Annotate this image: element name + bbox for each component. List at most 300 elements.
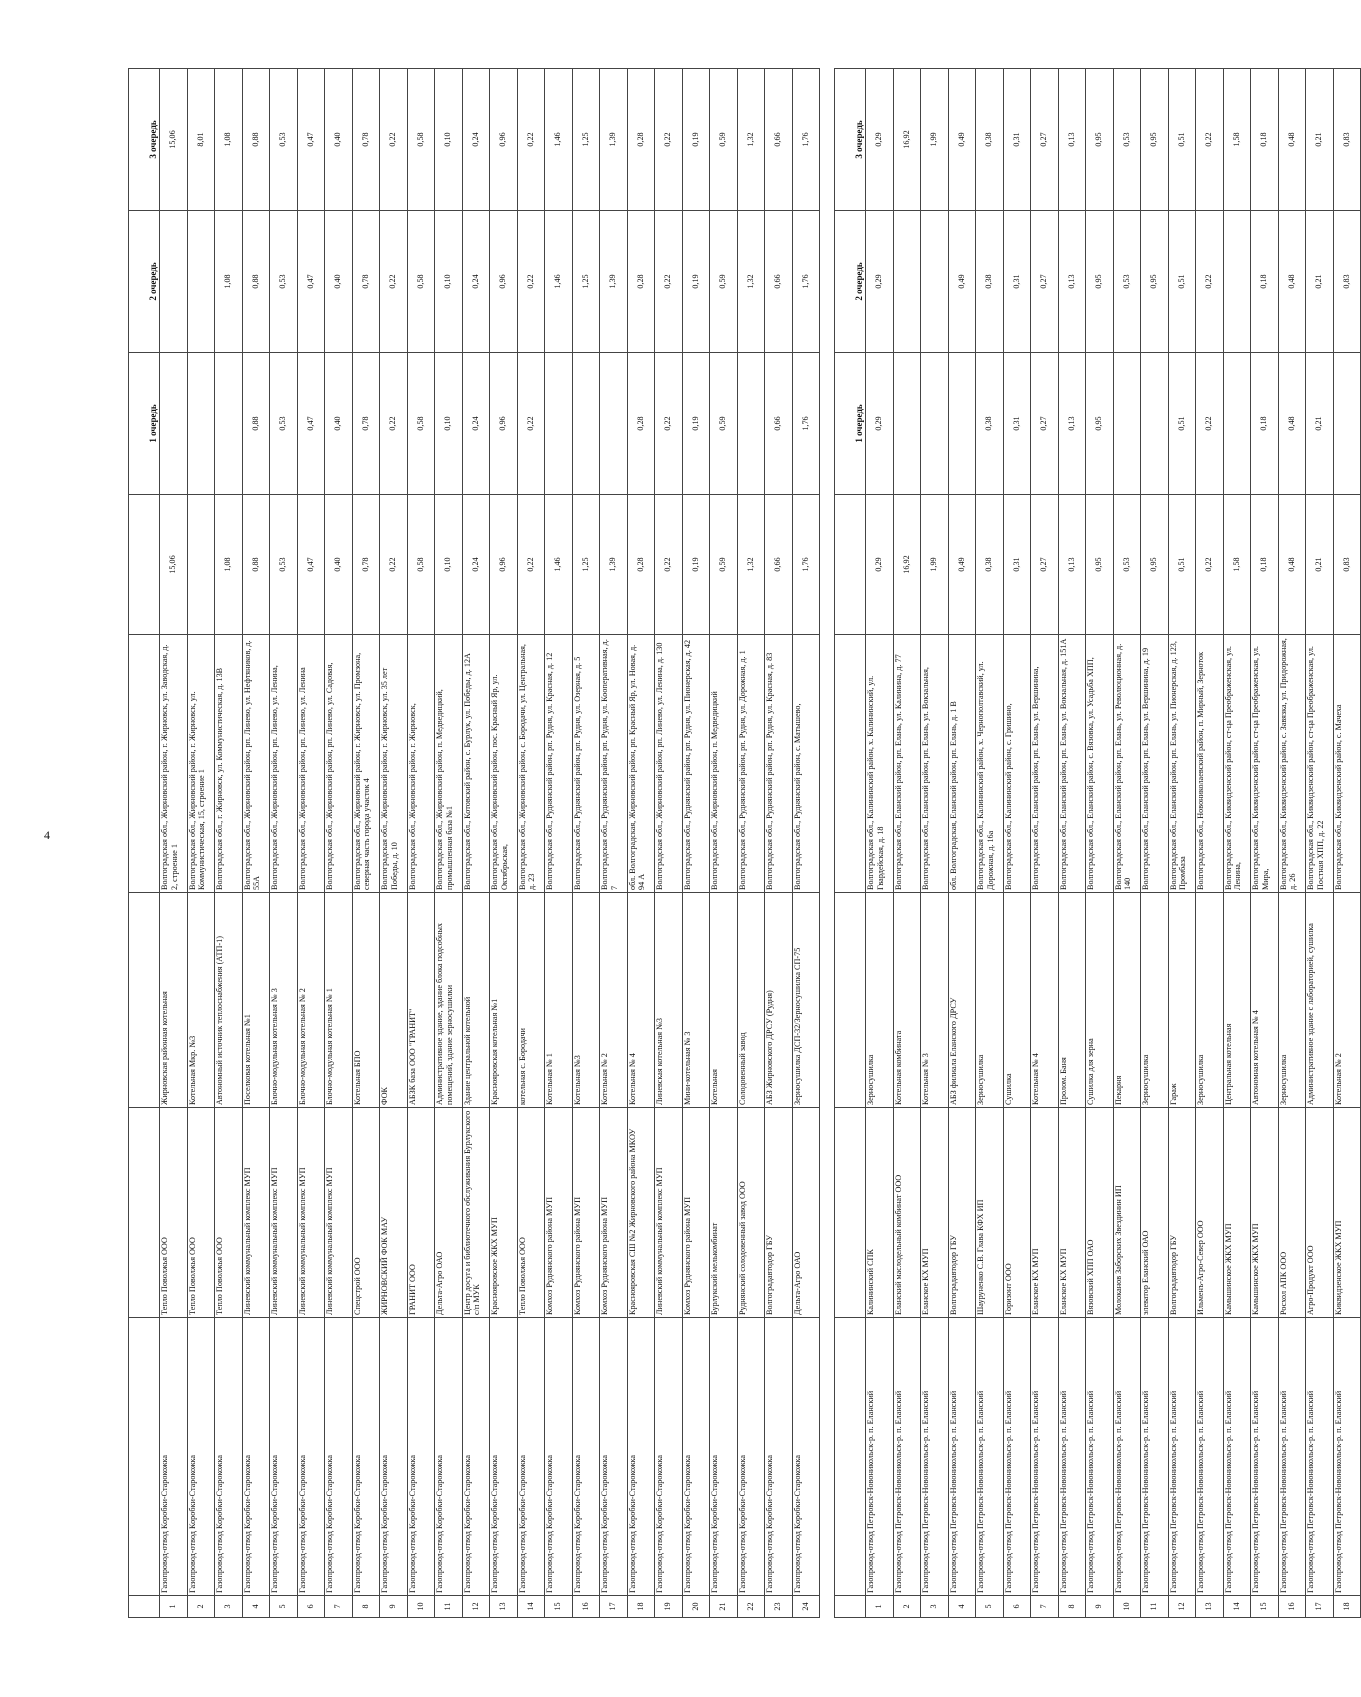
table-row (1113, 69, 1141, 1618)
organization-name: Камышинское ЖКХ МУП (1251, 1108, 1279, 1318)
table-row (215, 69, 243, 1618)
organization-name: Еланское КХ МУП (921, 1108, 949, 1318)
object-address: Волгоградская обл., Киквидзенский район, ст-ца Преображенская, ул. Мира, (1251, 635, 1279, 893)
queue1-volume (215, 353, 243, 495)
total-volume: 0,22 (655, 495, 683, 635)
total-volume: 1,25 (572, 495, 600, 635)
gap-cell (820, 893, 835, 1108)
object-address: Волгоградская обл., Киквидзенский район, с. Завязка, ул. Придорожная, д. 26 (1278, 635, 1306, 893)
table-row (490, 69, 518, 1618)
queue1-volume: 0,51 (1168, 353, 1196, 495)
pipeline-route: Газопровод-отвод Петровск-Новоникольск-р. п. Еланский (1251, 1318, 1279, 1596)
queue3-volume: 0,24 (462, 69, 490, 211)
object-address: Волгоградская обл., Калининский район, х. Чернополтавский, ул. Дорожная, д. 16а (976, 635, 1004, 893)
queue1-volume: 0,19 (682, 353, 710, 495)
queue3-volume: 0,40 (325, 69, 353, 211)
organization-name: Комхоз Руднянского района МУП (600, 1108, 628, 1318)
header-blank-cell (835, 1318, 866, 1596)
pipeline-route: Газопровод-отвод Коробки-Старокожка (325, 1318, 353, 1596)
pipeline-route: Газопровод-отвод Коробки-Старокожка (627, 1318, 655, 1596)
gap-cell (820, 353, 835, 495)
queue3-volume: 1,76 (792, 69, 820, 211)
queue2-volume: 0,38 (976, 211, 1004, 353)
object-name: Поселковая котельная №1 (242, 893, 270, 1108)
queue3-volume: 0,28 (627, 69, 655, 211)
organization-name: Волгоградавтодор ГБУ (1168, 1108, 1196, 1318)
table-row (325, 69, 353, 1618)
object-name: Пролом. Баня (1058, 893, 1086, 1108)
header-blank-cell (129, 1596, 160, 1618)
pipeline-route: Газопровод-отвод Коробки-Старокожка (352, 1318, 380, 1596)
total-volume: 1,58 (1223, 495, 1251, 635)
gap-cell (820, 495, 835, 635)
queue3-volume: 0,29 (866, 69, 894, 211)
total-volume: 0,49 (948, 495, 976, 635)
organization-name: Бурлукский мелькомбинат (710, 1108, 738, 1318)
row-number: 15 (545, 1596, 573, 1618)
organization-name: Волгоградавтодор ГБУ (948, 1108, 976, 1318)
queue2-volume: 0,40 (325, 211, 353, 353)
queue-header: 3 очередь (835, 69, 866, 211)
queue3-volume: 0,27 (1031, 69, 1059, 211)
pipeline-route: Газопровод-отвод Коробки-Старокожка (545, 1318, 573, 1596)
row-number: 13 (490, 1596, 518, 1618)
pipeline-route: Газопровод-отвод Коробки-Старокожка (462, 1318, 490, 1596)
total-volume: 0,13 (1058, 495, 1086, 635)
object-name: Котельная № 4 (627, 893, 655, 1108)
queue1-volume (600, 353, 628, 495)
queue2-volume: 0,95 (1086, 211, 1114, 353)
queue3-volume: 0,38 (976, 69, 1004, 211)
queue1-volume: 0,78 (352, 353, 380, 495)
queue2-volume: 0,21 (1306, 211, 1334, 353)
queue1-volume: 0,27 (1031, 353, 1059, 495)
object-address: Волгоградская обл., Руднянский район, с. Матышево, (792, 635, 820, 893)
table-row (682, 69, 710, 1618)
pipeline-route: Газопровод-отвод Петровск-Новоникольск-р. п. Еланский (948, 1318, 976, 1596)
total-volume (187, 495, 215, 635)
organization-name: Дельта-Агро ОАО (792, 1108, 820, 1318)
gap-cell (820, 1108, 835, 1318)
organization-name: Тепло Поволжья ООО (160, 1108, 188, 1318)
table-row (893, 69, 921, 1618)
queue3-volume: 0,51 (1168, 69, 1196, 211)
total-volume: 0,22 (1196, 495, 1224, 635)
organization-name: Ильменъ-Агро-Север ООО (1196, 1108, 1224, 1318)
queue-header: 1 очередь (129, 353, 160, 495)
object-address: Волгоградская обл., Жирновский район, пос. Красный Яр, ул. Октябрьская, (490, 635, 518, 893)
header-blank-cell (129, 635, 160, 893)
queue2-volume: 0,22 (380, 211, 408, 353)
table-row (737, 69, 765, 1618)
row-number: 16 (1278, 1596, 1306, 1618)
pipeline-route: Газопровод-отвод Петровск-Новоникольск-р. п. Еланский (1306, 1318, 1334, 1596)
object-address: Волгоградская обл., Руднянский район, рп. Рудня, ул. Кооперативная, д. 7 (600, 635, 628, 893)
table-row (380, 69, 408, 1618)
object-name: Котельная № 2 (600, 893, 628, 1108)
object-address: Волгоградская обл., Новониколаевский район, п. Мирный, Зерноток (1196, 635, 1224, 893)
header-blank-cell (835, 495, 866, 635)
object-address: Волгоградская обл., Жирновский район, п. Медведицкий, промышленная база №1 (435, 635, 463, 893)
object-name: Котельная № 1 (545, 893, 573, 1108)
object-name: Автономная котельная № 4 (1251, 893, 1279, 1108)
header-blank-cell (129, 495, 160, 635)
queue2-volume: 0,96 (490, 211, 518, 353)
object-address: Волгоградская обл., Еланский район, рп. Елань, ул. Калинина, д. 77 (893, 635, 921, 893)
organization-name: Молоканов Заборских Звездинин ИП (1113, 1108, 1141, 1318)
queue1-volume (187, 353, 215, 495)
table-row (1003, 69, 1031, 1618)
queue3-volume: 0,22 (1196, 69, 1224, 211)
queue1-volume (1141, 353, 1169, 495)
object-address: Волгоградская обл., Руднянский район, рп. Рудня, ул. Красная, д. 83 (765, 635, 793, 893)
queue3-volume: 0,22 (380, 69, 408, 211)
object-address: Волгоградская обл., Жирновский район, с. Бородачи, ул. Центральная, д. 23 (517, 635, 545, 893)
object-name: Административное здание, здание блока подсобных помещений, здание зерносушилки (435, 893, 463, 1108)
object-address: Волгоградская обл., Еланский район, рп. Елань, ул. Пионерская, д. 123, Промбаза (1168, 635, 1196, 893)
row-number: 23 (765, 1596, 793, 1618)
total-volume: 1,46 (545, 495, 573, 635)
object-name: Линевская котельная №3 (655, 893, 683, 1108)
table-row (435, 69, 463, 1618)
queue2-volume (1223, 211, 1251, 353)
table-row (948, 69, 976, 1618)
object-address: Волгоградская обл., Калининский район, х. Калининский, ул. Гвардейская, д. 18 (866, 635, 894, 893)
queue2-volume: 0,31 (1003, 211, 1031, 353)
queue1-volume: 0,22 (655, 353, 683, 495)
queue-header: 2 очередь (129, 211, 160, 353)
total-volume: 0,10 (435, 495, 463, 635)
header-blank-cell (835, 635, 866, 893)
total-volume: 1,76 (792, 495, 820, 635)
total-volume: 15,06 (160, 495, 188, 635)
queue1-volume (921, 353, 949, 495)
organization-name: ЖИРНОВСКИЙ ФОК МАУ (380, 1108, 408, 1318)
organization-name: Спецстрой ООО (352, 1108, 380, 1318)
object-address: Волгоградская обл., Жирновский район, г. Жирновск, ул. Заводская, д. 2, строение 1 (160, 635, 188, 893)
table-row (1278, 69, 1306, 1618)
total-volume: 0,22 (517, 495, 545, 635)
row-number: 17 (1306, 1596, 1334, 1618)
row-number: 11 (435, 1596, 463, 1618)
total-volume: 0,19 (682, 495, 710, 635)
table-row (1306, 69, 1334, 1618)
pipeline-route: Газопровод-отвод Коробки-Старокожка (655, 1318, 683, 1596)
table-row (866, 69, 894, 1618)
total-volume: 0,95 (1086, 495, 1114, 635)
queue2-volume: 0,88 (242, 211, 270, 353)
total-volume: 0,47 (297, 495, 325, 635)
header-blank-cell (835, 1108, 866, 1318)
queue2-volume: 0,18 (1251, 211, 1279, 353)
queue2-volume (921, 211, 949, 353)
queue2-volume: 1,46 (545, 211, 573, 353)
object-address: Волгоградская обл., Жирновский район, г. Жирновск, ул. Коммунистическая, 15, строение 1 (187, 635, 215, 893)
header-blank-cell (835, 893, 866, 1108)
row-number: 2 (893, 1596, 921, 1618)
row-number: 11 (1141, 1596, 1169, 1618)
header-blank-cell (129, 1108, 160, 1318)
queue2-volume (187, 211, 215, 353)
organization-name: Линевский коммунальный комплекс МУП (297, 1108, 325, 1318)
organization-name: Комхоз Руднянского района МУП (682, 1108, 710, 1318)
organization-name: Руднянский солодовенный завод ООО (737, 1108, 765, 1318)
organization-name: Центр досуга и библиотечного обслуживания Бурлукского с/п МУК (462, 1108, 490, 1318)
object-address: Волгоградская обл., Руднянский район, рп. Рудня, ул. Красная, д. 12 (545, 635, 573, 893)
organization-name: Линевский коммунальный комплекс МУП (325, 1108, 353, 1318)
row-number: 12 (462, 1596, 490, 1618)
organization-name: Вязовский ХПП ОАО (1086, 1108, 1114, 1318)
object-address: Волгоградская обл., Жирновский район, рп. Линево, ул. Ленина, д. 130 (655, 635, 683, 893)
object-address: Волгоградская обл., Жирновский район, г. Жирновск, ул. Промзона, северная часть города участок 4 (352, 635, 380, 893)
total-volume: 0,78 (352, 495, 380, 635)
object-name: Сушилка (1003, 893, 1031, 1108)
pipeline-route: Газопровод-отвод Петровск-Новоникольск-р. п. Еланский (1223, 1318, 1251, 1596)
total-volume: 1,39 (600, 495, 628, 635)
queue1-volume (737, 353, 765, 495)
table-row (627, 69, 655, 1618)
queue1-volume (572, 353, 600, 495)
object-name: ФОК (380, 893, 408, 1108)
page-number: 4 (44, 828, 50, 842)
object-address: Волгоградская обл., Жирновский район, рп. Линево, ул. Ленина, (270, 635, 298, 893)
total-volume: 1,99 (921, 495, 949, 635)
total-volume: 0,53 (270, 495, 298, 635)
queue1-volume: 0,29 (866, 353, 894, 495)
organization-name: Еланский маслодельный комбинат ООО (893, 1108, 921, 1318)
queue1-volume (160, 353, 188, 495)
object-address: Волгоградская обл., Жирновский район, рп. Линево, ул. Нефтяников, д. 55А (242, 635, 270, 893)
queue1-volume: 0,10 (435, 353, 463, 495)
table-row (600, 69, 628, 1618)
queue3-volume: 0,53 (270, 69, 298, 211)
object-name: Котельная БПО (352, 893, 380, 1108)
total-volume: 0,22 (380, 495, 408, 635)
organization-name: элеватор Еланский ОАО (1141, 1108, 1169, 1318)
pipeline-route: Газопровод-отвод Коробки-Старокожка (160, 1318, 188, 1596)
object-address: Волгоградская обл., Руднянский район, рп. Рудня, ул. Дорожная, д. 1 (737, 635, 765, 893)
table-row (297, 69, 325, 1618)
object-address: Волгоградская обл., Киквидзенский район, ст-ца Преображенская, ул. Ленина, (1223, 635, 1251, 893)
organization-name: ГРАНИТ ООО (407, 1108, 435, 1318)
organization-name: Еланское КХ МУП (1058, 1108, 1086, 1318)
total-volume: 0,53 (1113, 495, 1141, 635)
pipeline-route: Газопровод-отвод Петровск-Новоникольск-р. п. Еланский (1086, 1318, 1114, 1596)
queue2-volume: 0,48 (1278, 211, 1306, 353)
object-name: Котельная №3 (572, 893, 600, 1108)
pipeline-route: Газопровод-отвод Коробки-Старокожка (572, 1318, 600, 1596)
queue1-volume (545, 353, 573, 495)
queue2-volume: 0,47 (297, 211, 325, 353)
row-number: 7 (325, 1596, 353, 1618)
table-row (572, 69, 600, 1618)
queue2-volume: 0,95 (1141, 211, 1169, 353)
total-volume: 0,96 (490, 495, 518, 635)
queue1-volume: 0,22 (1196, 353, 1224, 495)
pipeline-route: Газопровод-отвод Коробки-Старокожка (737, 1318, 765, 1596)
queue3-volume: 15,06 (160, 69, 188, 211)
pipeline-route: Газопровод-отвод Коробки-Старокожка (215, 1318, 243, 1596)
gas-consumers-table (128, 68, 1361, 1618)
total-volume: 0,38 (976, 495, 1004, 635)
object-name: Административное здание с лабораторией, сушилка (1306, 893, 1334, 1108)
pipeline-route: Газопровод-отвод Коробки-Старокожка (490, 1318, 518, 1596)
organization-name: Краснояровское ЖКХ МУП (490, 1108, 518, 1318)
total-volume: 0,21 (1306, 495, 1334, 635)
object-address: Волгоградская обл., Жирновский район, рп. Линево, ул. Садовая, (325, 635, 353, 893)
organization-name: Тепло Поволжья ООО (517, 1108, 545, 1318)
queue1-volume: 0,21 (1306, 353, 1334, 495)
table-row (921, 69, 949, 1618)
queue3-volume: 0,66 (765, 69, 793, 211)
queue1-volume: 0,48 (1278, 353, 1306, 495)
row-number: 1 (160, 1596, 188, 1618)
object-address: Волгоградская обл., Еланский район, рп. Елань, ул. Вершинина, (1031, 635, 1059, 893)
queue3-volume: 0,13 (1058, 69, 1086, 211)
total-volume: 0,40 (325, 495, 353, 635)
queue2-volume (893, 211, 921, 353)
queue3-volume: 0,18 (1251, 69, 1279, 211)
total-volume: 0,24 (462, 495, 490, 635)
object-address: обл. Волгоградская, Жирновский район, рп. Красный Яр, ул. Новая, д. 94 А (627, 635, 655, 893)
object-name: Пекарня (1113, 893, 1141, 1108)
queue3-volume: 0,58 (407, 69, 435, 211)
pipeline-route: Газопровод-отвод Петровск-Новоникольск-р. п. Еланский (976, 1318, 1004, 1596)
queue3-volume: 0,78 (352, 69, 380, 211)
organization-name: Тепло Поволжья ООО (215, 1108, 243, 1318)
row-number: 19 (655, 1596, 683, 1618)
organization-name: Киквидзенское ЖКХ МУП (1333, 1108, 1361, 1318)
total-volume: 0,66 (765, 495, 793, 635)
pipeline-route: Газопровод-отвод Петровск-Новоникольск-р. п. Еланский (1196, 1318, 1224, 1596)
row-number: 10 (1113, 1596, 1141, 1618)
pipeline-route: Газопровод-отвод Петровск-Новоникольск-р. п. Еланский (1113, 1318, 1141, 1596)
table-row (462, 69, 490, 1618)
total-volume: 0,48 (1278, 495, 1306, 635)
queue3-volume: 0,95 (1086, 69, 1114, 211)
organization-name: Дельта-Агро ОАО (435, 1108, 463, 1318)
organization-name: Линевский коммунальный комплекс МУП (655, 1108, 683, 1318)
queue3-volume: 0,22 (655, 69, 683, 211)
object-address: обл. Волгоградская, Еланский район, рп. Елань, д. 1 В (948, 635, 976, 893)
pipeline-route: Газопровод-отвод Коробки-Старокожка (792, 1318, 820, 1596)
queue1-volume: 0,40 (325, 353, 353, 495)
pipeline-route: Газопровод-отвод Петровск-Новоникольск-р. п. Еланский (1058, 1318, 1086, 1596)
queue3-volume: 1,58 (1223, 69, 1251, 211)
queue2-volume: 0,53 (270, 211, 298, 353)
pipeline-route: Газопровод-отвод Петровск-Новоникольск-р. п. Еланский (866, 1318, 894, 1596)
row-number: 5 (976, 1596, 1004, 1618)
table-row (352, 69, 380, 1618)
queue3-volume: 1,25 (572, 69, 600, 211)
object-address: Волгоградская обл., Жирновский район, п. Медведицкий (710, 635, 738, 893)
object-name: Котельная № 4 (1031, 893, 1059, 1108)
pipeline-route: Газопровод-отвод Петровск-Новоникольск-р. п. Еланский (893, 1318, 921, 1596)
organization-name: Калининский СПК (866, 1108, 894, 1318)
queue-header-row (129, 69, 160, 1618)
object-address: Волгоградская обл., Руднянский район, рп. Рудня, ул. Пионерская, д. 42 (682, 635, 710, 893)
queue-header: 2 очередь (835, 211, 866, 353)
table-row (407, 69, 435, 1618)
organization-name: Краснояровская СШ №2 Жирновского района МКОУ (627, 1108, 655, 1318)
organization-name: Росхол АПК ООО (1278, 1108, 1306, 1318)
table-row (545, 69, 573, 1618)
pipeline-route: Газопровод-отвод Коробки-Старокожка (600, 1318, 628, 1596)
total-volume: 0,88 (242, 495, 270, 635)
organization-name: Волгоградавтодор ГБУ (765, 1108, 793, 1318)
pipeline-route: Газопровод-отвод Петровск-Новоникольск-р. п. Еланский (1003, 1318, 1031, 1596)
row-number: 1 (866, 1596, 894, 1618)
queue1-volume: 0,24 (462, 353, 490, 495)
row-number: 20 (682, 1596, 710, 1618)
row-number: 24 (792, 1596, 820, 1618)
row-number: 4 (242, 1596, 270, 1618)
object-address: Волгоградская обл., Жирновский район, г. Жирновск, ул. 35 лет Победы, д. 10 (380, 635, 408, 893)
gap-cell (820, 69, 835, 211)
queue-header-row (835, 69, 866, 1618)
queue2-volume: 0,22 (1196, 211, 1224, 353)
object-name: Центральная котельная (1223, 893, 1251, 1108)
table-row (1058, 69, 1086, 1618)
pipeline-route: Газопровод-отвод Петровск-Новоникольск-р. п. Еланский (1141, 1318, 1169, 1596)
object-name: Котельная комбината (893, 893, 921, 1108)
object-name: Гараж (1168, 893, 1196, 1108)
total-volume: 16,92 (893, 495, 921, 635)
queue1-volume: 0,22 (517, 353, 545, 495)
object-name: АБЗК база ООО "ГРАНИТ" (407, 893, 435, 1108)
queue2-volume: 1,32 (737, 211, 765, 353)
queue2-volume: 0,59 (710, 211, 738, 353)
queue3-volume: 0,95 (1141, 69, 1169, 211)
queue1-volume (893, 353, 921, 495)
queue3-volume: 1,32 (737, 69, 765, 211)
table-row (187, 69, 215, 1618)
queue2-volume: 0,78 (352, 211, 380, 353)
queue2-volume: 0,27 (1031, 211, 1059, 353)
row-number: 7 (1031, 1596, 1059, 1618)
queue2-volume: 0,19 (682, 211, 710, 353)
queue2-volume: 0,66 (765, 211, 793, 353)
object-address: Волгоградская обл., г. Жирновск, ул. Коммунистическая, д. 13В (215, 635, 243, 893)
pipeline-route: Газопровод-отвод Коробки-Старокожка (380, 1318, 408, 1596)
object-name: Мини-котельная № 3 (682, 893, 710, 1108)
queue3-volume: 0,31 (1003, 69, 1031, 211)
queue1-volume (1223, 353, 1251, 495)
queue3-volume: 0,48 (1278, 69, 1306, 211)
object-name: Блочно-модульная котельная № 2 (297, 893, 325, 1108)
queue1-volume: 0,18 (1251, 353, 1279, 495)
row-number: 3 (921, 1596, 949, 1618)
queue1-volume: 0,47 (297, 353, 325, 495)
queue3-volume: 0,88 (242, 69, 270, 211)
pipeline-route: Газопровод-отвод Коробки-Старокожка (517, 1318, 545, 1596)
row-number: 6 (1003, 1596, 1031, 1618)
table-row (976, 69, 1004, 1618)
queue2-volume: 0,83 (1333, 211, 1361, 353)
total-volume: 1,08 (215, 495, 243, 635)
total-volume: 0,27 (1031, 495, 1059, 635)
object-name: Автономный источник теплоснабжения (АТП-1) (215, 893, 243, 1108)
queue3-volume: 1,08 (215, 69, 243, 211)
object-address: Волгоградская обл., Котовский район, с. Бурлук, ул. Победы, д. 12А (462, 635, 490, 893)
organization-name: Горизонт ООО (1003, 1108, 1031, 1318)
row-number: 10 (407, 1596, 435, 1618)
pipeline-route: Газопровод-отвод Коробки-Старокожка (710, 1318, 738, 1596)
queue1-volume: 1,76 (792, 353, 820, 495)
organization-name: Линевский коммунальный комплекс МУП (242, 1108, 270, 1318)
object-name: Котельная Мкр. №3 (187, 893, 215, 1108)
object-name: Зерносушилка (1278, 893, 1306, 1108)
